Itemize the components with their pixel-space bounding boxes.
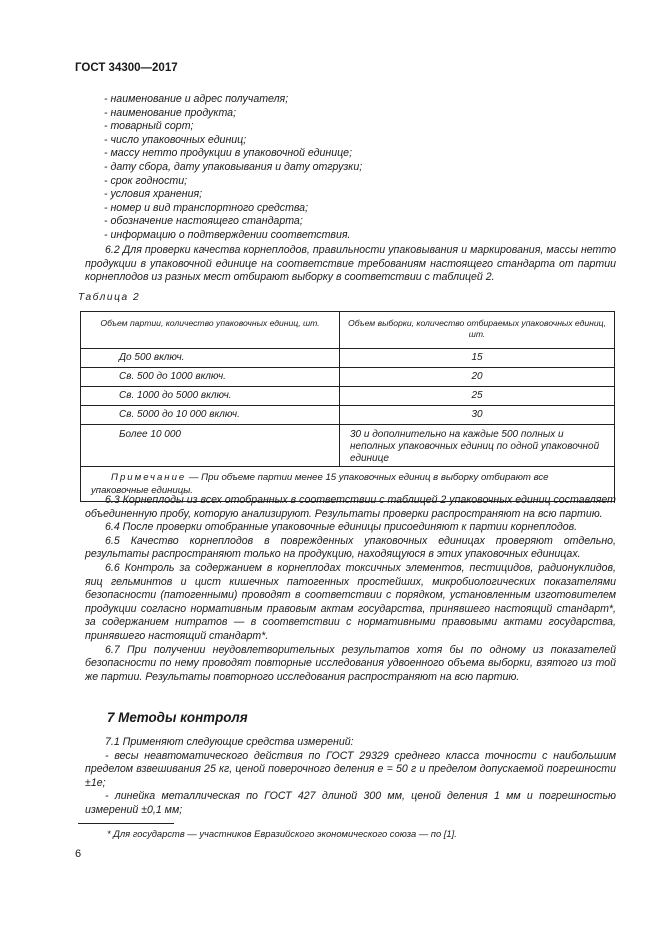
list-item: - информацию о подтверждении соответствия.: [104, 228, 351, 241]
note-label: Примечание: [111, 472, 187, 483]
list-item: - обозначение настоящего стандарта;: [104, 215, 303, 228]
list-item: - товарный сорт;: [104, 120, 194, 133]
page-number: 6: [75, 848, 82, 860]
cell-lot: Св. 5000 до 10 000 включ.: [81, 406, 340, 425]
section-7-paragraphs: [85, 736, 616, 818]
list-item: - массу нетто продукции в упаковочной единице;: [104, 147, 353, 160]
cell-lot: До 500 включ.: [81, 349, 340, 368]
cell-sample: 30 и дополнительно на каждые 500 полных и неполных упаковочных единиц по одной упаковочной единице: [340, 425, 615, 467]
table-row: [81, 349, 615, 368]
list-item: - условия хранения;: [104, 188, 203, 201]
paragraph-scales: - весы неавтоматического действия по ГОСТ 29329 среднего класса точности с наибольшим пределом взвешивания 25 кг, ценой поверочного деления е = 50 г и пределом допускаемой погрешности ±1е;: [85, 749, 616, 789]
table-header-row: [81, 312, 615, 349]
document-header: ГОСТ 34300—2017: [75, 62, 178, 74]
table-row: [81, 387, 615, 406]
paragraph-6-5: 6.5 Качество корнеплодов в поврежденных упаковочных единицах проверяют отдельно, результаты распространяют только на продукцию, находящуюся в этих упаковочных единицах.: [85, 534, 616, 561]
cell-sample: 20: [340, 368, 615, 387]
paragraph-6-2: [85, 244, 616, 285]
list-item: - дату сбора, дату упаковывания и дату отгрузки;: [104, 160, 363, 173]
table-caption: Таблица 2: [78, 292, 141, 303]
header-lot: Объем партии, количество упаковочных единиц, шт.: [81, 312, 340, 349]
table-row: [81, 406, 615, 425]
cell-lot: Св. 500 до 1000 включ.: [81, 368, 340, 387]
cell-lot: Св. 1000 до 5000 включ.: [81, 387, 340, 406]
cell-sample: 30: [340, 406, 615, 425]
list-item: - число упаковочных единиц;: [104, 133, 247, 146]
paragraph-6-6: 6.6 Контроль за содержанием в корнеплодах токсичных элементов, пестицидов, радионуклидов, яиц гельминтов и цист кишечных патогенных простейших, микробиологических показателями безопасности (патогенными) проводят в соответствии с порядком, установленным изготовителем продукции согласно нормативным правовым актам государства, принявшего настоящий стандарт*, за содержанием нитратов — в соответствии с нормативными правовыми актами государства, принявшего настоящий стандарт*.: [85, 561, 616, 642]
marking-list: [104, 93, 604, 243]
sample-table: [80, 311, 615, 502]
cell-sample: 25: [340, 387, 615, 406]
list-item: - номер и вид транспортного средства;: [104, 201, 309, 214]
paragraphs-6-3-to-6-7: [85, 494, 616, 684]
cell-lot: Более 10 000: [81, 425, 340, 467]
paragraph-7-1: 7.1 Применяют следующие средства измерений:: [105, 736, 354, 748]
header-sample: Объем выборки, количество отбираемых упаковочных единиц, шт.: [340, 312, 615, 349]
footnote: * Для государств — участников Евразийского экономического союза — по [1].: [107, 828, 457, 839]
paragraph-6-7: 6.7 При получении неудовлетворительных результатов хотя бы по одному из показателей безопасности по нему проводят повторные исследования удвоенного объема выборки, взятого из той же партии. Результаты повторного исследования распространяют на всю партию.: [85, 643, 616, 683]
list-item: - срок годности;: [104, 174, 188, 187]
paragraph-6-4: 6.4 После проверки отобранные упаковочные единицы присоединяют к партии корнеплодов.: [105, 521, 578, 534]
list-item: - наименование и адрес получателя;: [104, 93, 289, 105]
section-title: 7 Методы контроля: [107, 710, 248, 725]
footnote-separator: [78, 823, 174, 824]
list-item: - наименование продукта;: [104, 106, 237, 119]
paragraph-text: 6.2 Для проверки качества корнеплодов, правильности упаковывания и маркирования, массы нетто продукции в упаковочной единице на соответствие требованиям настоящего стандарта от партии корнеплодов из разных мест отбирают выборку в соответствии с таблицей 2.: [85, 244, 616, 284]
paragraph-ruler: - линейка металлическая по ГОСТ 427 длиной 300 мм, ценой деления 1 мм и погрешностью измерений ±0,1 мм;: [85, 790, 616, 816]
table-row: [81, 425, 615, 467]
note-text: — При объеме партии менее 15 упаковочных единиц в выборку отбирают все упаковочные единицы.: [91, 472, 549, 496]
table-row: [81, 368, 615, 387]
cell-sample: 15: [340, 349, 615, 368]
paragraph-6-3: 6.3 Корнеплоды из всех отобранных в соответствии с таблицей 2 упаковочных единиц составляет объединенную пробу, которую анализируют. Результаты проверки распространяют на всю партию.: [85, 494, 616, 520]
